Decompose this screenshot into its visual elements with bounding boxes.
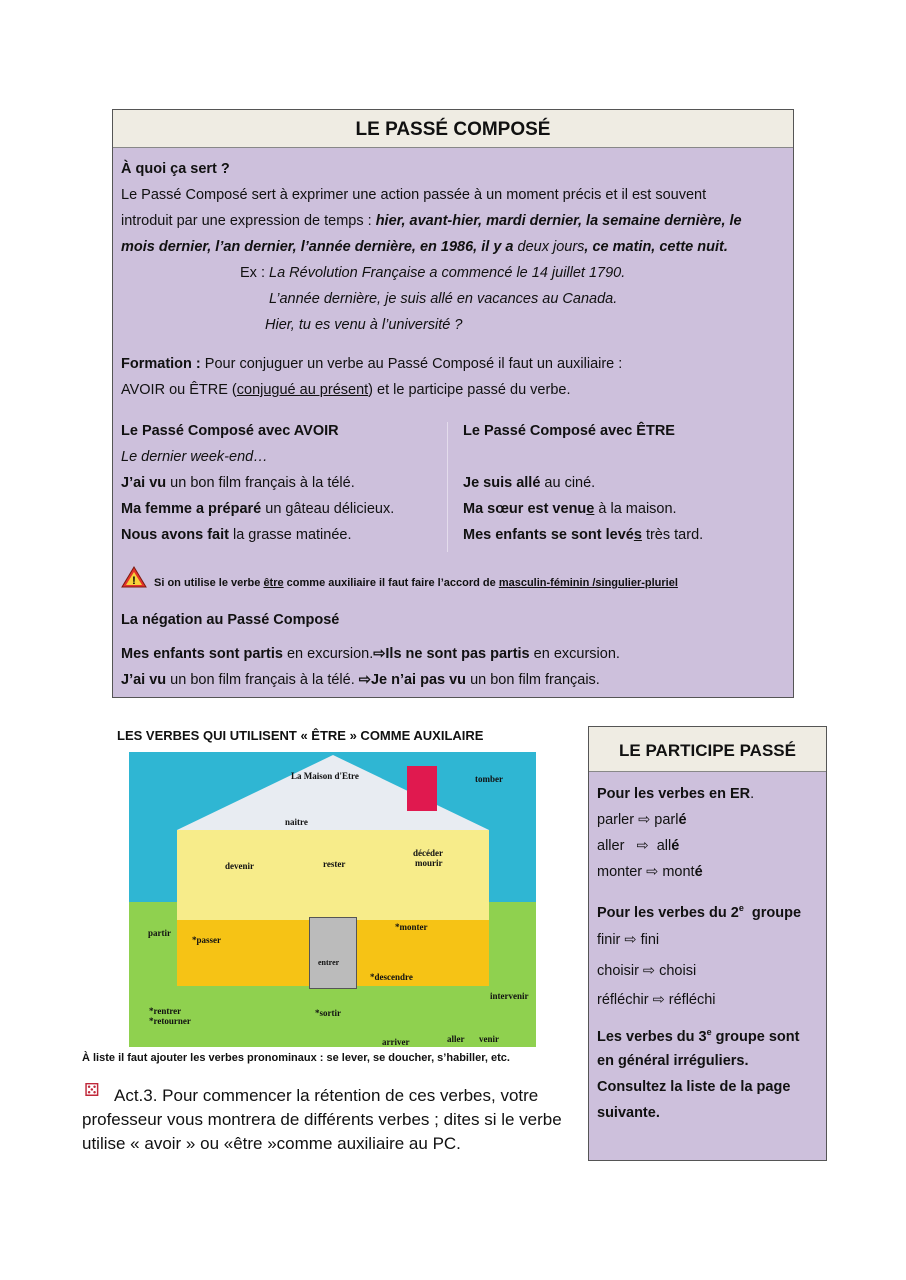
- negation-example: J’ai vu un bon film français à la télé. ⇨Je n’ai pas vu un bon film français.: [121, 672, 600, 688]
- maison-etre-illustration: [129, 752, 536, 1047]
- passe-compose-box: [112, 109, 794, 698]
- house-label: naitre: [285, 817, 308, 827]
- paragraph-line: Le Passé Composé sert à exprimer une action passée à un moment précis et il est souvent: [121, 187, 707, 203]
- house-label: décéder: [413, 848, 443, 858]
- box-title: LE PASSÉ COMPOSÉ: [113, 110, 793, 148]
- paragraph-line: introduit par une expression de temps : hier, avant-hier, mardi dernier, la semaine dernière, le: [121, 213, 742, 229]
- weekend: Le dernier week-end…: [121, 449, 268, 465]
- example-3: Hier, tu es venu à l’université ?: [265, 317, 463, 333]
- paragraph-line: mois dernier, l’an dernier, l’année dernière, en 1986, il y a deux jours, ce matin, cette nuit.: [121, 239, 728, 255]
- house-label: tomber: [475, 774, 503, 784]
- participe-title: LE PARTICIPE PASSÉ: [589, 727, 826, 772]
- participe-row: aller ⇨ allé: [597, 838, 680, 854]
- example-2: L’année dernière, je suis allé en vacances au Canada.: [269, 291, 618, 307]
- house-label: *monter: [395, 922, 428, 932]
- house-label: arriver: [382, 1037, 410, 1047]
- participe-row: parler ⇨ parlé: [597, 812, 687, 828]
- pronominal-note: À liste il faut ajouter les verbes pronominaux : se lever, se doucher, s’habiller, etc.: [82, 1052, 510, 1064]
- house-label: intervenir: [490, 991, 529, 1001]
- house-label: La Maison d'Etre: [291, 771, 359, 781]
- g3-line: Les verbes du 3e groupe sont: [597, 1027, 800, 1045]
- house-label: *retourner: [149, 1016, 191, 1026]
- example-1: Ex : La Révolution Française a commencé le 14 juillet 1790.: [240, 265, 626, 281]
- house-label: rester: [323, 859, 346, 869]
- etre-example: Je suis allé au ciné.: [463, 475, 596, 491]
- house-label: venir: [479, 1034, 499, 1044]
- verbs-title: LES VERBES QUI UTILISENT « ÊTRE » COMME AUXILAIRE: [117, 728, 484, 743]
- house-label: aller: [447, 1034, 465, 1044]
- avoir-example: Nous avons fait la grasse matinée.: [121, 527, 352, 543]
- participe-box: [588, 726, 827, 1161]
- dice-icon: ⚄: [84, 1080, 100, 1100]
- question: À quoi ça sert ?: [121, 161, 230, 177]
- er-heading: Pour les verbes en ER.: [597, 786, 755, 802]
- negation-example: Mes enfants sont partis en excursion.⇨Ils ne sont pas partis en excursion.: [121, 646, 620, 662]
- warning-icon: [121, 566, 147, 588]
- activity-text: Act.3. Pour commencer la rétention de ces verbes, votre professeur vous montrera de différents verbes ; dites si le verbe utilise « avoir » ou «être »comme auxiliaire au PC.: [82, 1086, 562, 1153]
- svg-text:!: !: [132, 575, 136, 587]
- avoir-heading: Le Passé Composé avec AVOIR: [121, 423, 339, 439]
- house-label: *descendre: [370, 972, 413, 982]
- avoir-example: J’ai vu un bon film français à la télé.: [121, 475, 355, 491]
- etre-example: Ma sœur est venue à la maison.: [463, 501, 677, 517]
- house-label: *rentrer: [149, 1006, 182, 1016]
- house-label: entrer: [318, 958, 340, 967]
- formation-line: AVOIR ou ÊTRE (conjugué au présent) et le participe passé du verbe.: [121, 382, 571, 398]
- house-label: *sortir: [315, 1008, 341, 1018]
- house-label: partir: [148, 928, 171, 938]
- house-label: *passer: [192, 935, 221, 945]
- negation-heading: La négation au Passé Composé: [121, 612, 340, 628]
- participe-row: choisir ⇨ choisi: [597, 963, 697, 979]
- warning-text: Si on utilise le verbe être comme auxiliaire il faut faire l’accord de masculin-féminin /singulier-pluriel: [154, 577, 678, 589]
- participe-row: réfléchir ⇨ réfléchi: [597, 992, 716, 1008]
- formation-line: Formation : Pour conjuguer un verbe au Passé Composé il faut un auxiliaire :: [121, 356, 623, 372]
- house-label: mourir: [415, 858, 443, 868]
- avoir-example: Ma femme a préparé un gâteau délicieux.: [121, 501, 395, 517]
- participe-row: finir ⇨ fini: [597, 932, 660, 948]
- g2-heading: Pour les verbes du 2e groupe: [597, 903, 802, 921]
- g3-line: Consultez la liste de la page: [597, 1079, 791, 1095]
- g3-line: en général irréguliers.: [597, 1053, 749, 1069]
- etre-example: Mes enfants se sont levés très tard.: [463, 527, 704, 543]
- etre-heading: Le Passé Composé avec ÊTRE: [463, 423, 675, 439]
- house-label: devenir: [225, 861, 254, 871]
- g3-line: suivante.: [597, 1105, 660, 1121]
- participe-row: monter ⇨ monté: [597, 864, 703, 880]
